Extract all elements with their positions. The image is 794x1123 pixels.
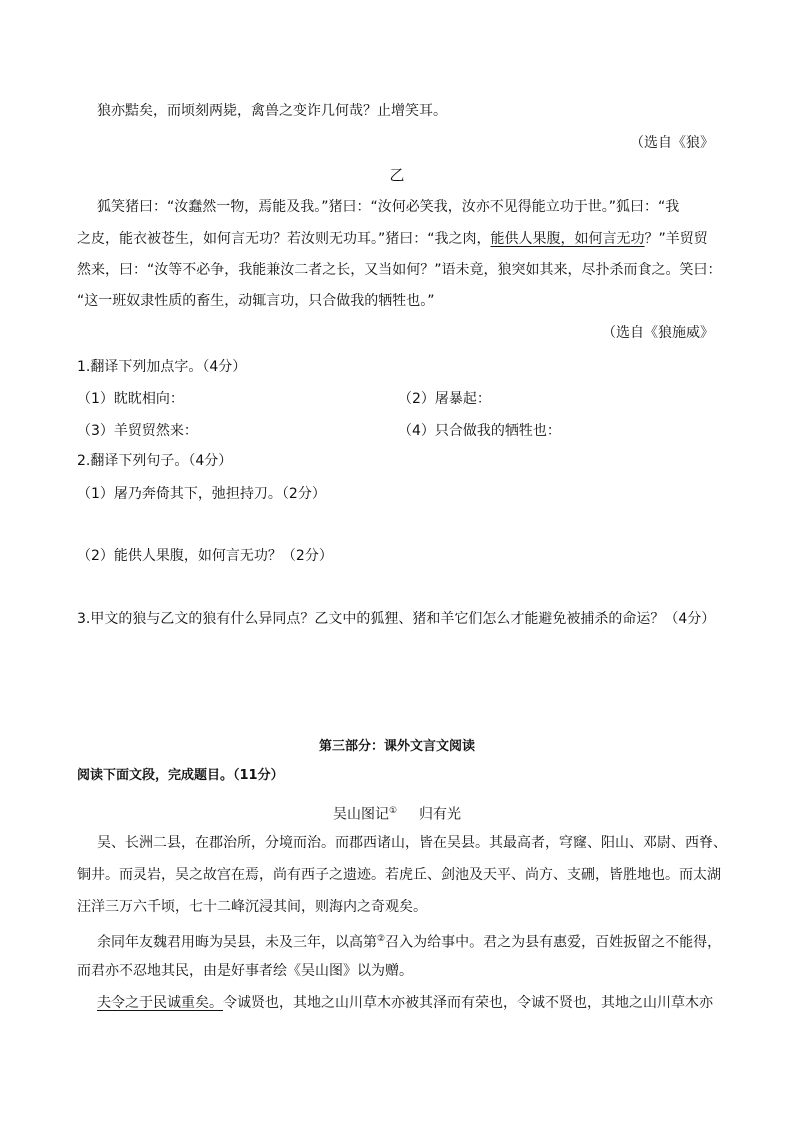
para3-line-1 xyxy=(97,993,713,1013)
q3-title: 3.甲文的狼与乙文的狼有什么异同点？乙文中的狐狸、猪和羊它们怎么才能避免被捕杀的命运？（4分） xyxy=(77,611,716,627)
jia-source: （选自《狼》 xyxy=(630,135,714,151)
yi-line-4: “这一班奴隶性质的畜生，动辄言功，只合做我的牺牲也。” xyxy=(77,293,435,309)
passage-title-note: ① xyxy=(388,806,398,816)
yi-line-1: 狐笑猪曰：“汝蠢然一物，焉能及我。”猪曰：“汝何必笑我，汝亦不见得能立功于世。”狐曰：“我 xyxy=(97,199,680,215)
para2-note: ② xyxy=(377,934,386,944)
part3-instruction: 阅读下面文段，完成题目。（11分） xyxy=(77,768,284,783)
q1-item-1: （1）眈眈相向： xyxy=(77,391,184,407)
yi-line-2-head: 之皮，能衣被苍生，如何言无功？若汝则无功耳。”猪曰：“我之肉， xyxy=(77,231,491,247)
para2-line-1 xyxy=(97,929,721,953)
passage-title: 吴山图记 xyxy=(332,806,389,823)
q2-item-2: （2）能供人果腹，如何言无功？（2分） xyxy=(77,548,333,564)
q1-item-2: （2）屠暴起： xyxy=(398,391,491,407)
q2-title: 2.翻译下列句子。（4分） xyxy=(77,453,233,469)
passage-author: 归有光 xyxy=(419,806,462,823)
jia-ending-text: 狼亦黠矣，而顷刻两毙，禽兽之变诈几何哉？止增笑耳。 xyxy=(97,103,447,119)
para2-line-1-b: 召入为给事中。君之为县有惠爱，百姓扳留之不能得， xyxy=(385,934,722,951)
para1-line-3: 汪洋三万六千顷，七十二峰沉浸其间，则海内之奇观矣。 xyxy=(77,899,427,915)
para1-line-1: 吴、长洲二县，在郡治所，分境而治。而郡西诸山，皆在吴县。其最高者，穹窿、阳山、邓尉、西脊、 xyxy=(97,835,727,851)
para2-line-2: 而君亦不忍地其民，由是好事者绘《吴山图》以为赠。 xyxy=(77,963,413,979)
part3-heading: 第三部分：课外文言文阅读 xyxy=(318,739,475,754)
yi-source: （选自《狼施威》 xyxy=(602,325,714,341)
q1-title: 1.翻译下列加点字。（4分） xyxy=(77,359,247,375)
yi-underlined-sentence: 能供人果腹，如何言无功 xyxy=(490,231,645,247)
yi-line-2 xyxy=(77,229,708,249)
q2-item-1: （1）屠乃奔倚其下，弛担持刀。（2分） xyxy=(77,486,326,502)
passage-title-line xyxy=(0,801,794,825)
yi-line-2-tail: ？”羊贸贸 xyxy=(644,231,708,247)
para3-tail: 令诚贤也，其地之山川草木亦被其泽而有荣也，令诚不贤也，其地之山川草木亦 xyxy=(223,995,713,1011)
q1-item-3: （3）羊贸贸然来： xyxy=(77,423,198,439)
q1-item-4: （4）只合做我的牺牲也： xyxy=(398,423,561,439)
yi-heading: 乙 xyxy=(389,166,405,184)
para1-line-2: 铜井。而灵岩，吴之故宫在焉，尚有西子之遗迹。若虎丘、剑池及天平、尚方、支硎，皆胜地也。而太湖 xyxy=(77,867,721,883)
para2-line-1-a: 余同年友魏君用晦为吴县，未及三年，以高第 xyxy=(97,934,377,951)
para3-underlined-sentence: 夫令之于民诚重矣。 xyxy=(97,995,223,1011)
yi-line-3: 然来，曰：“汝等不必争，我能兼汝二者之长，又当如何？”语未竟，狼突如其来，尽扑杀而食之。笑曰： xyxy=(77,262,722,278)
